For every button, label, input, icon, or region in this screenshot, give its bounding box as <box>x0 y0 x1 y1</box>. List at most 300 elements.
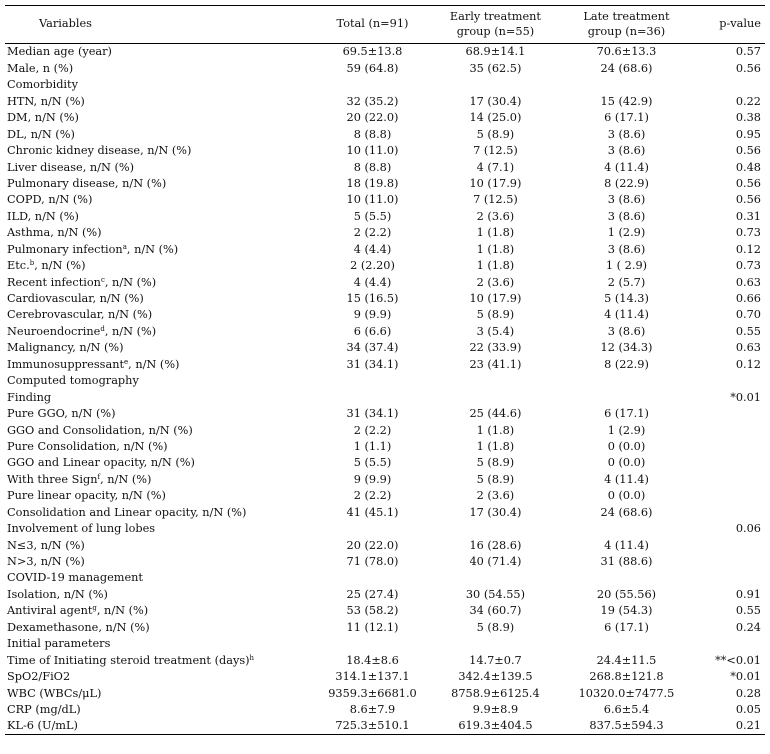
total-cell: 8 (8.8) <box>353 127 392 141</box>
pvalue-cell: 0.56 <box>735 193 761 207</box>
row-label-text: Pure linear opacity, n/N (%) <box>7 489 166 503</box>
table-row <box>5 192 765 208</box>
table-row <box>5 521 765 537</box>
row-label <box>5 669 315 685</box>
table-row <box>5 471 765 487</box>
table-row <box>5 603 765 619</box>
row-label <box>5 389 315 405</box>
early-group-cell: 8758.9±6125.4 <box>451 686 540 700</box>
table-row <box>5 241 765 257</box>
row-label <box>5 176 315 192</box>
row-label <box>5 241 315 257</box>
early-group-cell: 342.4±139.5 <box>458 670 533 684</box>
row-label <box>5 93 315 109</box>
table-row <box>5 570 765 586</box>
row-label-text: Liver disease, n/N (%) <box>7 160 135 174</box>
footnote-marker: e <box>124 357 129 366</box>
row-label <box>5 537 315 553</box>
late-group-cell: 24 (68.6) <box>600 505 653 519</box>
row-label-text: Immunosuppressant <box>7 357 125 371</box>
row-label-text: COVID-19 management <box>7 571 143 585</box>
pvalue-cell: 0.05 <box>735 702 761 716</box>
row-label <box>5 488 315 504</box>
early-group-cell: 2 (3.6) <box>476 209 515 223</box>
table-row <box>5 586 765 602</box>
late-group-cell <box>561 636 693 652</box>
late-group-cell: 1 (2.9) <box>607 226 646 240</box>
row-label-suffix: , n/N (%) <box>128 357 180 371</box>
header-early-line2: group (n=55) <box>456 24 535 38</box>
row-label <box>5 373 315 389</box>
table-row <box>5 652 765 668</box>
table-row <box>5 323 765 339</box>
total-cell: 9 (9.9) <box>353 308 392 322</box>
late-group-cell <box>561 570 693 586</box>
row-label <box>5 291 315 307</box>
table-row <box>5 554 765 570</box>
table-row <box>5 389 765 405</box>
early-group-cell: 5 (8.9) <box>476 456 515 470</box>
late-group-cell: 4 (11.4) <box>604 160 649 174</box>
late-group-cell: 8 (22.9) <box>604 357 649 371</box>
early-group-cell: 5 (8.9) <box>476 620 515 634</box>
pvalue-cell: *0.01 <box>730 390 761 404</box>
early-group-cell: 1 (1.8) <box>476 226 515 240</box>
table-row <box>5 406 765 422</box>
late-group-cell: 3 (8.6) <box>607 193 646 207</box>
row-label-text: Pure Consolidation, n/N (%) <box>7 439 168 453</box>
total-cell: 25 (27.4) <box>346 587 399 601</box>
total-cell <box>315 636 431 652</box>
late-group-cell: 3 (8.6) <box>607 242 646 256</box>
row-label-text: Antiviral agent <box>7 604 93 618</box>
late-group-cell: 4 (11.4) <box>604 472 649 486</box>
footnote-marker: h <box>249 653 255 662</box>
row-label-suffix: , n/N (%) <box>104 324 157 338</box>
total-cell: 314.1±137.1 <box>335 670 410 684</box>
total-cell: 18 (19.8) <box>346 176 399 190</box>
late-group-cell: 70.6±13.3 <box>596 45 657 59</box>
early-group-cell: 40 (71.4) <box>469 555 522 568</box>
total-cell: 71 (78.0) <box>346 555 399 568</box>
early-group-cell: 2 (3.6) <box>476 275 515 289</box>
table-row <box>5 274 765 290</box>
row-label <box>5 652 315 668</box>
early-group-cell: 17 (30.4) <box>469 505 522 519</box>
pvalue-cell: 0.38 <box>735 111 761 125</box>
early-group-cell: 619.3±404.5 <box>430 718 560 735</box>
row-label <box>5 439 315 455</box>
row-label <box>5 340 315 356</box>
pvalue-cell: 0.91 <box>735 587 761 601</box>
pvalue-cell <box>692 471 765 487</box>
total-cell: 8 (8.8) <box>353 160 392 174</box>
late-group-cell: 2 (5.7) <box>607 275 646 289</box>
late-group-cell: 24.4±11.5 <box>596 653 657 667</box>
row-label-text: ILD, n/N (%) <box>7 209 79 223</box>
early-group-cell: 3 (5.4) <box>476 324 515 338</box>
row-label <box>5 44 315 61</box>
total-cell: 9 (9.9) <box>353 472 392 486</box>
total-cell: 20 (22.0) <box>346 111 399 125</box>
row-label-text: Median age (year) <box>7 45 112 59</box>
total-cell <box>315 77 431 93</box>
row-label-text: HTN, n/N (%) <box>7 94 85 108</box>
row-label-text: Time of Initiating steroid treatment (days) <box>7 653 250 667</box>
table-row <box>5 77 765 93</box>
pvalue-cell <box>692 455 765 471</box>
pvalue-cell: 0.56 <box>735 61 761 75</box>
pvalue-cell: 0.12 <box>735 242 761 256</box>
footnote-marker: d <box>100 324 105 333</box>
header-late-group <box>561 6 693 44</box>
row-label-text: Asthma, n/N (%) <box>7 226 102 240</box>
row-label <box>5 258 315 274</box>
total-cell: 1 (1.1) <box>353 439 392 453</box>
total-cell <box>315 570 431 586</box>
row-label-text: DL, n/N (%) <box>7 127 75 141</box>
pvalue-cell <box>692 554 765 570</box>
early-group-cell: 68.9±14.1 <box>465 45 526 59</box>
pvalue-cell <box>692 504 765 520</box>
table-row <box>5 143 765 159</box>
pvalue-cell: 0.31 <box>735 209 761 223</box>
total-cell <box>315 373 431 389</box>
total-cell: 2 (2.2) <box>353 489 392 503</box>
row-label-text: KL-6 (U/mL) <box>7 719 78 733</box>
table-row <box>5 685 765 701</box>
table-row <box>5 208 765 224</box>
header-late-line1: Late treatment <box>583 10 670 24</box>
total-cell: 6 (6.6) <box>353 324 392 338</box>
pvalue-cell: 0.21 <box>692 718 765 735</box>
row-label <box>5 702 315 718</box>
row-label <box>5 208 315 224</box>
early-group-cell: 22 (33.9) <box>469 341 522 355</box>
row-label <box>5 159 315 175</box>
row-label-text: SpO2/FiO2 <box>7 670 71 684</box>
pvalue-cell: 0.95 <box>735 127 761 141</box>
row-label-text: Isolation, n/N (%) <box>7 587 108 601</box>
table-row <box>5 60 765 76</box>
pvalue-cell: 0.12 <box>735 357 761 371</box>
table-row <box>5 636 765 652</box>
total-cell: 11 (12.1) <box>346 620 399 634</box>
early-group-cell: 23 (41.1) <box>469 357 522 371</box>
row-label <box>5 504 315 520</box>
pvalue-cell: 0.48 <box>735 160 761 174</box>
total-cell: 31 (34.1) <box>346 407 399 421</box>
late-group-cell: 1 (2.9) <box>607 423 646 437</box>
late-group-cell: 4 (11.4) <box>604 538 649 552</box>
total-cell: 4 (4.4) <box>353 242 392 256</box>
header-late-line2: group (n=36) <box>587 24 666 38</box>
pvalue-cell: 0.28 <box>735 686 761 700</box>
total-cell: 10 (11.0) <box>346 144 399 158</box>
row-label-text: Pulmonary infection <box>7 242 123 256</box>
early-group-cell <box>430 77 560 93</box>
early-group-cell: 1 (1.8) <box>476 259 515 273</box>
row-label-text: DM, n/N (%) <box>7 111 79 125</box>
footnote-marker: f <box>97 472 101 481</box>
late-group-cell <box>561 77 693 93</box>
early-group-cell: 10 (17.9) <box>469 176 522 190</box>
table-row <box>5 702 765 718</box>
row-label-text: Computed tomography <box>7 374 139 388</box>
footnote-marker: a <box>122 242 127 251</box>
pvalue-cell: 0.73 <box>735 259 761 273</box>
late-group-cell <box>561 521 693 537</box>
row-label-text: Cerebrovascular, n/N (%) <box>7 308 153 322</box>
early-group-cell: 1 (1.8) <box>476 439 515 453</box>
row-label <box>5 225 315 241</box>
early-group-cell <box>430 521 560 537</box>
row-label <box>5 471 315 487</box>
row-label-text: GGO and Consolidation, n/N (%) <box>7 423 193 437</box>
header-total: Total (n=91) <box>315 6 431 44</box>
early-group-cell <box>430 636 560 652</box>
late-group-cell: 20 (55.56) <box>596 587 657 601</box>
total-cell: 20 (22.0) <box>346 538 399 552</box>
row-label <box>5 323 315 339</box>
footnote-marker: c <box>100 275 105 284</box>
pvalue-cell: 0.73 <box>735 226 761 240</box>
total-cell: 41 (45.1) <box>346 505 399 519</box>
row-label-text: Malignancy, n/N (%) <box>7 341 124 355</box>
row-label-text: Pulmonary disease, n/N (%) <box>7 176 167 190</box>
pvalue-cell: 0.63 <box>735 275 761 289</box>
early-group-cell: 1 (1.8) <box>476 423 515 437</box>
pvalue-cell: 0.55 <box>735 604 761 618</box>
row-label <box>5 570 315 586</box>
early-group-cell: 34 (60.7) <box>469 604 522 618</box>
row-label <box>5 636 315 652</box>
row-label-suffix: , n/N (%) <box>126 242 179 256</box>
late-group-cell: 3 (8.6) <box>607 127 646 141</box>
footnote-marker: b <box>29 259 35 268</box>
row-label-text: With three Sign <box>7 472 98 486</box>
total-cell: 8.6±7.9 <box>349 702 396 716</box>
row-label <box>5 685 315 701</box>
total-cell: 69.5±13.8 <box>342 45 403 59</box>
row-label-suffix: , n/N (%) <box>104 275 157 289</box>
early-group-cell: 10 (17.9) <box>469 292 522 305</box>
early-group-cell: 17 (30.4) <box>469 94 522 108</box>
table-row <box>5 340 765 356</box>
total-cell: 53 (58.2) <box>346 604 399 618</box>
row-label <box>5 455 315 471</box>
late-group-cell: 0 (0.0) <box>607 456 646 470</box>
late-group-cell: 3 (8.6) <box>607 209 646 223</box>
pvalue-cell: **<0.01 <box>715 653 761 667</box>
row-label-suffix: , n/N (%) <box>34 259 86 273</box>
late-group-cell: 268.8±121.8 <box>589 670 664 684</box>
table-header <box>5 6 765 44</box>
table-row <box>5 718 765 735</box>
row-label-text: Recent infection <box>7 275 101 289</box>
table-row <box>5 439 765 455</box>
late-group-cell: 4 (11.4) <box>604 308 649 322</box>
table-row <box>5 110 765 126</box>
late-group-cell: 31 (88.6) <box>600 555 653 568</box>
pvalue-cell: 0.24 <box>735 620 761 634</box>
row-label <box>5 554 315 570</box>
table-row <box>5 373 765 389</box>
early-group-cell: 4 (7.1) <box>476 160 515 174</box>
table-row <box>5 291 765 307</box>
row-label-text: Chronic kidney disease, n/N (%) <box>7 144 192 158</box>
row-label-text: Etc. <box>7 259 30 273</box>
row-label-text: Involvement of lung lobes <box>7 522 156 536</box>
early-group-cell: 5 (8.9) <box>476 308 515 322</box>
row-label-text: Finding <box>7 390 52 404</box>
row-label-text: Initial parameters <box>7 637 111 651</box>
early-group-cell <box>430 373 560 389</box>
row-label <box>5 521 315 537</box>
pvalue-cell: 0.70 <box>735 308 761 322</box>
late-group-cell: 0 (0.0) <box>607 439 646 453</box>
total-cell: 15 (16.5) <box>346 292 399 305</box>
total-cell: 9359.3±6681.0 <box>328 686 417 700</box>
row-label <box>5 718 315 735</box>
early-group-cell: 7 (12.5) <box>473 144 518 158</box>
total-cell: 4 (4.4) <box>353 275 392 289</box>
pvalue-cell <box>692 570 765 586</box>
early-group-cell: 9.9±8.9 <box>472 702 519 716</box>
row-label-text: Comorbidity <box>7 78 78 92</box>
header-early-line1: Early treatment <box>449 10 541 24</box>
early-group-cell: 14.7±0.7 <box>469 653 522 667</box>
late-group-cell: 8 (22.9) <box>604 176 649 190</box>
total-cell <box>315 389 431 405</box>
late-group-cell: 24 (68.6) <box>600 61 653 75</box>
pvalue-cell <box>692 422 765 438</box>
row-label <box>5 307 315 323</box>
total-cell: 2 (2.2) <box>353 226 392 240</box>
pvalue-cell: 0.06 <box>735 522 761 536</box>
table-row <box>5 93 765 109</box>
table-row <box>5 455 765 471</box>
pvalue-cell <box>692 406 765 422</box>
total-cell: 31 (34.1) <box>346 357 399 371</box>
total-cell: 2 (2.20) <box>350 259 395 273</box>
header-pvalue: p-value <box>692 6 765 44</box>
table-row <box>5 44 765 61</box>
row-label-text: N≤3, n/N (%) <box>7 538 85 552</box>
header-row <box>5 6 765 44</box>
early-group-cell: 30 (54.55) <box>465 587 525 601</box>
late-group-cell: 6 (17.1) <box>604 111 649 125</box>
row-label-text: Neuroendocrine <box>7 324 101 338</box>
total-cell: 725.3±510.1 <box>315 718 431 735</box>
total-cell <box>315 521 431 537</box>
row-label <box>5 356 315 372</box>
total-cell: 5 (5.5) <box>353 209 392 223</box>
row-label-suffix: , n/N (%) <box>96 604 149 618</box>
total-cell: 10 (11.0) <box>346 193 399 207</box>
late-group-cell: 3 (8.6) <box>607 324 646 338</box>
late-group-cell: 6.6±5.4 <box>603 702 650 716</box>
early-group-cell: 5 (8.9) <box>476 472 515 486</box>
row-label-text: Consolidation and Linear opacity, n/N (%) <box>7 505 247 519</box>
late-group-cell: 3 (8.6) <box>607 144 646 158</box>
footnote-marker: g <box>92 604 97 613</box>
late-group-cell <box>561 373 693 389</box>
pvalue-cell: 0.22 <box>735 94 761 108</box>
header-variables: Variables <box>5 6 315 44</box>
row-label-text: N>3, n/N (%) <box>7 555 85 568</box>
row-label-text: Pure GGO, n/N (%) <box>7 407 116 421</box>
early-group-cell <box>430 570 560 586</box>
late-group-cell: 1 ( 2.9) <box>605 259 648 273</box>
early-group-cell: 16 (28.6) <box>469 538 522 552</box>
total-cell: 2 (2.2) <box>353 423 392 437</box>
early-group-cell <box>430 389 560 405</box>
table-row <box>5 488 765 504</box>
early-group-cell: 35 (62.5) <box>469 61 522 75</box>
early-group-cell: 14 (25.0) <box>469 111 522 125</box>
late-group-cell: 10320.0±7477.5 <box>578 686 675 700</box>
row-label <box>5 77 315 93</box>
pvalue-cell: 0.55 <box>735 324 761 338</box>
table-row <box>5 619 765 635</box>
pvalue-cell <box>692 636 765 652</box>
total-cell: 18.4±8.6 <box>346 653 399 667</box>
table-row <box>5 159 765 175</box>
early-group-cell: 2 (3.6) <box>476 489 515 503</box>
row-label-text: GGO and Linear opacity, n/N (%) <box>7 456 195 470</box>
late-group-cell: 19 (54.3) <box>600 604 653 618</box>
table-row <box>5 307 765 323</box>
pvalue-cell: 0.63 <box>735 341 761 355</box>
row-label <box>5 192 315 208</box>
late-group-cell: 15 (42.9) <box>600 94 653 108</box>
total-cell: 34 (37.4) <box>346 341 399 355</box>
row-label-suffix: , n/N (%) <box>100 472 152 486</box>
late-group-cell <box>561 389 693 405</box>
row-label <box>5 619 315 635</box>
total-cell: 32 (35.2) <box>346 94 399 108</box>
pvalue-cell <box>692 77 765 93</box>
pvalue-cell <box>692 537 765 553</box>
late-group-cell: 6 (17.1) <box>604 407 649 421</box>
pvalue-cell <box>692 439 765 455</box>
table-row <box>5 225 765 241</box>
early-group-cell: 7 (12.5) <box>473 193 518 207</box>
table-row <box>5 422 765 438</box>
row-label <box>5 274 315 290</box>
total-cell: 5 (5.5) <box>353 456 392 470</box>
table-row <box>5 504 765 520</box>
pvalue-cell <box>692 488 765 504</box>
pvalue-cell: 0.57 <box>735 45 761 59</box>
late-group-cell: 0 (0.0) <box>607 489 646 503</box>
table-row <box>5 669 765 685</box>
table-row <box>5 258 765 274</box>
table-row <box>5 537 765 553</box>
table-row <box>5 176 765 192</box>
late-group-cell: 12 (34.3) <box>600 341 653 355</box>
row-label <box>5 110 315 126</box>
late-group-cell: 5 (14.3) <box>604 292 649 305</box>
row-label-text: Male, n (%) <box>7 61 74 75</box>
early-group-cell: 5 (8.9) <box>476 127 515 141</box>
row-label <box>5 603 315 619</box>
row-label <box>5 143 315 159</box>
pvalue-cell: 0.66 <box>735 292 761 305</box>
pvalue-cell: 0.56 <box>735 144 761 158</box>
pvalue-cell: *0.01 <box>730 670 761 684</box>
